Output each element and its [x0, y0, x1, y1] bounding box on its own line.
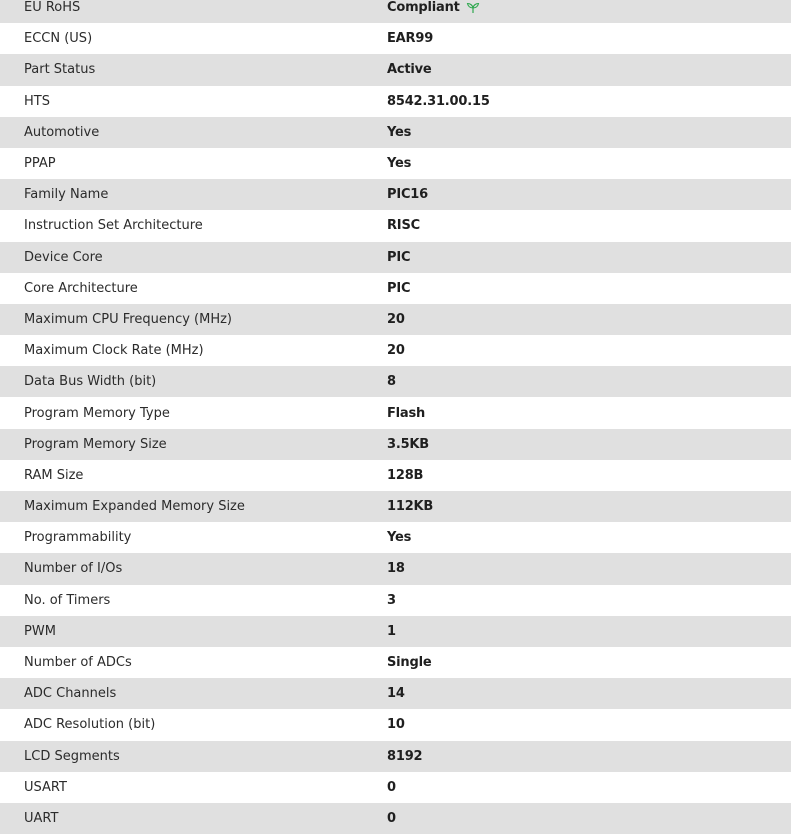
spec-value: 128B [387, 467, 424, 483]
spec-value: EAR99 [387, 31, 434, 47]
spec-row-ram-size [0, 460, 791, 491]
spec-row-max-clock-rate [0, 335, 791, 366]
spec-value: PIC [387, 249, 411, 265]
spec-label: ADC Resolution (bit) [24, 717, 156, 733]
spec-label: Core Architecture [24, 280, 138, 296]
spec-value: 8542.31.00.15 [387, 93, 490, 109]
spec-row-eu-rohs [0, 0, 791, 23]
spec-row-number-of-adcs [0, 647, 791, 678]
spec-value: 0 [387, 779, 396, 795]
spec-label: Program Memory Size [24, 436, 167, 452]
spec-label: PPAP [24, 156, 56, 172]
spec-value: 8192 [387, 748, 423, 764]
spec-value: Yes [387, 124, 412, 140]
spec-value: 3 [387, 592, 396, 608]
spec-value: PIC [387, 280, 411, 296]
spec-label: ADC Channels [24, 686, 117, 702]
spec-value: 8 [387, 374, 396, 390]
spec-row-data-bus-width [0, 366, 791, 397]
spec-row-program-memory-size [0, 429, 791, 460]
spec-value: 112KB [387, 499, 434, 515]
spec-value: RISC [387, 218, 420, 234]
spec-label: Instruction Set Architecture [24, 218, 203, 234]
spec-label: Number of I/Os [24, 561, 123, 577]
spec-row-core-architecture [0, 273, 791, 304]
spec-row-pwm [0, 616, 791, 647]
spec-row-ppap [0, 148, 791, 179]
spec-label: Family Name [24, 187, 109, 203]
spec-row-isa [0, 210, 791, 241]
spec-label: UART [24, 810, 59, 826]
spec-row-hts [0, 86, 791, 117]
spec-value: 20 [387, 311, 405, 327]
leaf-icon [466, 2, 480, 14]
spec-row-usart [0, 772, 791, 803]
spec-row-device-core [0, 242, 791, 273]
spec-label: Part Status [24, 62, 96, 78]
spec-value: Yes [387, 156, 412, 172]
spec-label: PWM [24, 623, 56, 639]
spec-label: Program Memory Type [24, 405, 170, 421]
spec-row-lcd-segments [0, 741, 791, 772]
spec-label: Programmability [24, 530, 132, 546]
spec-row-program-memory-type [0, 397, 791, 428]
spec-value: 1 [387, 623, 396, 639]
spec-value: 18 [387, 561, 405, 577]
spec-row-max-expanded-memory [0, 491, 791, 522]
spec-value: 10 [387, 717, 405, 733]
spec-label: RAM Size [24, 467, 84, 483]
spec-label: Maximum Expanded Memory Size [24, 499, 245, 515]
spec-row-timers [0, 585, 791, 616]
spec-value: 20 [387, 343, 405, 359]
spec-row-adc-channels [0, 678, 791, 709]
spec-value: PIC16 [387, 187, 428, 203]
spec-row-family-name [0, 179, 791, 210]
spec-value: Single [387, 655, 432, 671]
spec-label: Device Core [24, 249, 103, 265]
spec-row-number-of-ios [0, 553, 791, 584]
spec-value: 14 [387, 686, 405, 702]
spec-label: Maximum CPU Frequency (MHz) [24, 311, 232, 327]
spec-row-max-cpu-frequency [0, 304, 791, 335]
spec-label: Maximum Clock Rate (MHz) [24, 343, 204, 359]
spec-row-uart [0, 803, 791, 834]
spec-value: Compliant [387, 0, 460, 16]
spec-label: No. of Timers [24, 592, 111, 608]
spec-row-programmability [0, 522, 791, 553]
spec-label: Data Bus Width (bit) [24, 374, 157, 390]
spec-row-eccn [0, 23, 791, 54]
spec-label: EU RoHS [24, 0, 81, 16]
spec-value: Active [387, 62, 432, 78]
spec-label: ECCN (US) [24, 31, 93, 47]
spec-value: Yes [387, 530, 412, 546]
spec-row-part-status [0, 54, 791, 85]
spec-row-adc-resolution [0, 709, 791, 740]
spec-value: 0 [387, 810, 396, 826]
spec-value: Flash [387, 405, 426, 421]
spec-label: Automotive [24, 124, 100, 140]
spec-label: Number of ADCs [24, 655, 132, 671]
spec-value: 3.5KB [387, 436, 430, 452]
spec-label: USART [24, 779, 67, 795]
spec-label: HTS [24, 93, 50, 109]
spec-label: LCD Segments [24, 748, 120, 764]
spec-row-automotive [0, 117, 791, 148]
